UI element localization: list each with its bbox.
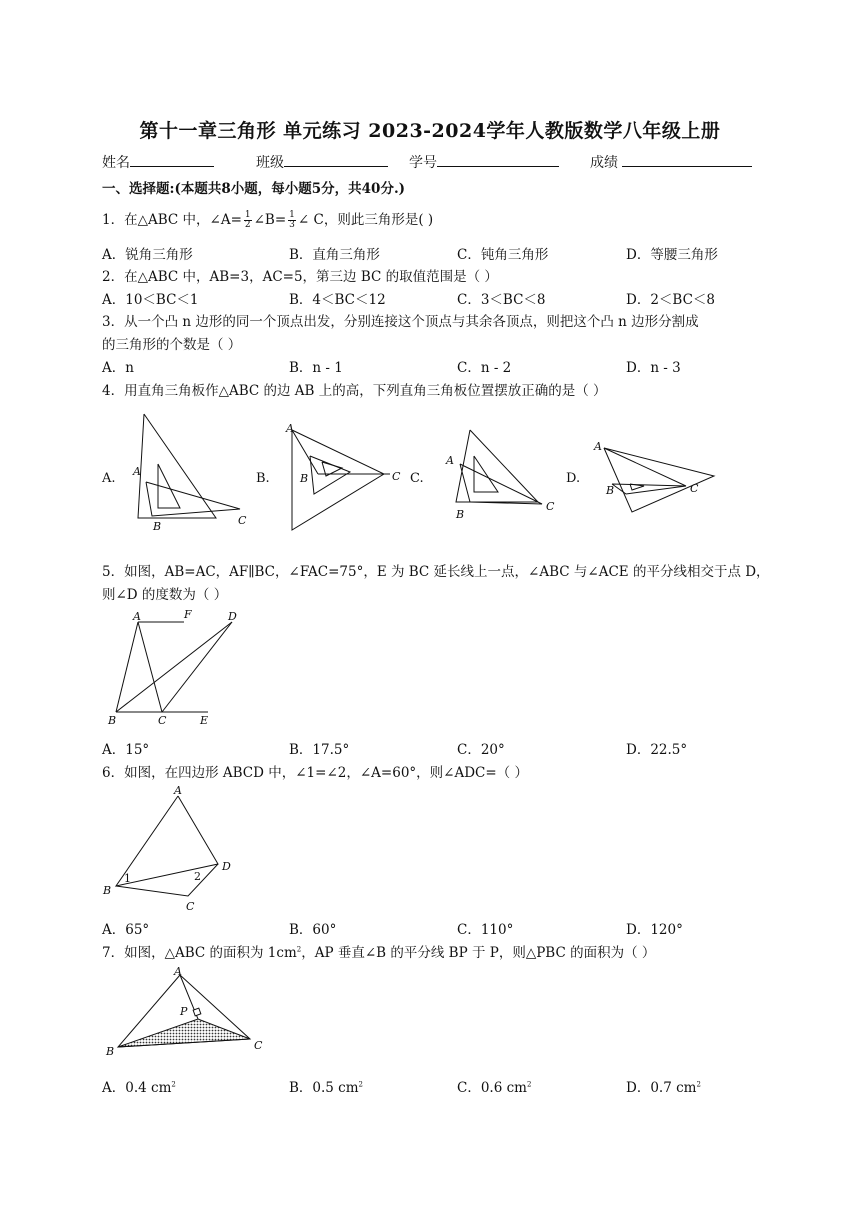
q1-prefix: 1．在△ABC 中，∠A= — [102, 212, 242, 228]
q4a-label-b: B — [153, 520, 162, 533]
q7-option-a[interactable]: A．0.4 $cm^2$ — [102, 1080, 176, 1096]
q5-label-c: C — [158, 714, 167, 727]
q7-figure — [100, 963, 270, 1063]
question-3-line-1: 3．从一个凸 n 边形的同一个顶点出发，分别连接这个顶点与其余各顶点，则把这个凸 n 边形分割成 — [102, 314, 699, 330]
q1-option-d[interactable]: D．等腰三角形 — [626, 247, 718, 263]
q5-option-a[interactable]: A．15° — [102, 742, 150, 758]
q4c-label-b: B — [456, 508, 465, 521]
name-label: 姓名 — [102, 155, 130, 171]
q2-option-d[interactable]: D．2＜BC＜8 — [626, 292, 716, 308]
q7-label-b: B — [106, 1045, 115, 1058]
q6-label-c: C — [186, 900, 195, 912]
name-field — [102, 152, 214, 172]
q7-sup: 2 — [296, 945, 302, 954]
q6-label-a: A — [174, 784, 182, 797]
q4a-label-c: C — [238, 514, 247, 527]
class-label: 班级 — [256, 155, 284, 171]
q6-option-c[interactable]: C．110° — [457, 922, 514, 938]
question-4: 4．用直角三角板作△ABC 的边 AB 上的高，下列直角三角板位置摆放正确的是（ ） — [102, 383, 607, 399]
q6-label-b: B — [103, 884, 112, 897]
question-5-line-1: 5．如图，AB=AC，AF∥BC，∠FAC=75°，E 为 BC 延长线上一点，∠ABC 与∠ACE 的平分线相交于点 D， — [102, 564, 770, 580]
section-title: 一、选择题:(本题共8小题，每小题5分，共40分.) — [102, 181, 406, 197]
q3-option-c[interactable]: C．n - 2 — [457, 360, 512, 376]
q4-figure-b — [270, 418, 410, 536]
q5-option-d[interactable]: D．22.5° — [626, 742, 688, 758]
q5-figure — [104, 604, 254, 730]
q7-option-c[interactable]: C．0.6 $cm^2$ — [457, 1080, 532, 1096]
q1-option-a[interactable]: A．锐角三角形 — [102, 247, 193, 263]
q4-figure-c — [438, 426, 568, 526]
score-blank[interactable] — [622, 152, 752, 167]
name-blank[interactable] — [130, 152, 214, 167]
q1-fraction-1: $\frac{1}{2}$ — [244, 210, 251, 230]
q4-option-a-label[interactable]: A. — [102, 471, 116, 486]
q5-label-a: A — [133, 610, 141, 623]
q6-option-b[interactable]: B．60° — [289, 922, 337, 938]
q7-label-p: P — [180, 1005, 188, 1018]
q7-option-b[interactable]: B．0.5 $cm^2$ — [289, 1080, 364, 1096]
q2-option-c[interactable]: C．3＜BC＜8 — [457, 292, 546, 308]
q6-angle-1: 1 — [124, 872, 131, 885]
q6-angle-2: 2 — [194, 870, 201, 883]
q4b-label-a: A — [286, 422, 294, 435]
score-label: 成绩 — [590, 155, 618, 171]
q4-figure-d — [586, 436, 726, 520]
id-field — [409, 152, 559, 172]
q1-fraction-2: $\frac{1}{3}$ — [289, 210, 295, 230]
q5-label-e: E — [200, 714, 209, 727]
score-field — [590, 152, 752, 172]
q4d-label-a: A — [594, 440, 602, 453]
q3-option-d[interactable]: D．n - 3 — [626, 360, 681, 376]
question-1 — [102, 208, 433, 230]
q7-prefix: 7．如图，△ABC 的面积为 1cm — [102, 945, 297, 961]
q5-label-d: D — [228, 610, 237, 623]
question-5-line-2: 则∠D 的度数为（ ） — [102, 587, 228, 603]
q7-label-a: A — [174, 965, 182, 978]
q4-option-b-label[interactable]: B. — [256, 471, 270, 486]
q4b-label-c: C — [392, 470, 401, 483]
q5-label-f: F — [184, 608, 192, 621]
q1-suffix: ∠ C，则此三角形是( ) — [297, 212, 434, 228]
q4d-label-c: C — [690, 482, 699, 495]
question-7 — [102, 941, 655, 961]
q1-option-b[interactable]: B．直角三角形 — [289, 247, 380, 263]
id-label: 学号 — [409, 155, 437, 171]
q5-option-c[interactable]: C．20° — [457, 742, 505, 758]
question-6: 6．如图，在四边形 ABCD 中，∠1=∠2，∠A=60°，则∠ADC=（ ） — [102, 765, 528, 781]
q6-figure — [100, 782, 240, 912]
page-title: 第十一章三角形 单元练习 2023-2024学年人教版数学八年级上册 — [139, 120, 721, 142]
q4-option-c-label[interactable]: C. — [410, 471, 424, 486]
q6-option-d[interactable]: D．120° — [626, 922, 683, 938]
q4-option-d-label[interactable]: D. — [566, 471, 581, 486]
q2-option-b[interactable]: B．4＜BC＜12 — [289, 292, 386, 308]
q4c-label-c: C — [546, 500, 555, 513]
question-2: 2．在△ABC 中，AB=3，AC=5，第三边 BC 的取值范围是（ ） — [102, 269, 498, 285]
q3-option-b[interactable]: B．n - 1 — [289, 360, 343, 376]
q4a-label-a: A — [133, 465, 141, 478]
q5-option-b[interactable]: B．17.5° — [289, 742, 350, 758]
q1-mid: ∠B= — [253, 212, 287, 228]
q4b-label-b: B — [300, 472, 309, 485]
class-blank[interactable] — [284, 152, 388, 167]
q5-label-b: B — [108, 714, 117, 727]
q4d-label-b: B — [606, 484, 615, 497]
id-blank[interactable] — [437, 152, 559, 167]
question-3-line-2: 的三角形的个数是（ ） — [102, 337, 242, 353]
q7-option-d[interactable]: D．0.7 $cm^2$ — [626, 1080, 701, 1096]
class-field — [256, 152, 388, 172]
q4c-label-a: A — [446, 454, 454, 467]
q1-option-c[interactable]: C．钝角三角形 — [457, 247, 549, 263]
q6-label-d: D — [222, 860, 231, 873]
q7-suffix: ，AP 垂直∠B 的平分线 BP 于 P，则△PBC 的面积为（ ） — [301, 945, 656, 961]
q7-label-c: C — [254, 1039, 263, 1052]
q3-option-a[interactable]: A．n — [102, 360, 134, 376]
q4-figure-a — [118, 406, 258, 534]
q6-option-a[interactable]: A．65° — [102, 922, 150, 938]
q2-option-a[interactable]: A．10＜BC＜1 — [102, 292, 199, 308]
